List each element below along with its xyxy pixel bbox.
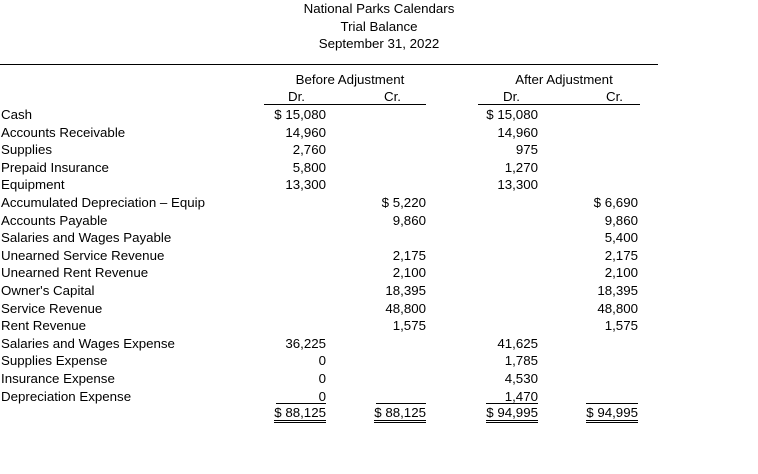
amount-after-dr: 1,470 <box>504 389 538 404</box>
amount-after-cr: $ 6,690 <box>593 195 638 210</box>
amount-before-dr: 13,300 <box>285 177 326 192</box>
account-name: Supplies <box>1 142 53 157</box>
amount-before-dr: 36,225 <box>285 336 326 351</box>
after-cr-total: $ 94,995 <box>558 406 638 419</box>
amount-before-dr: 0 <box>318 353 326 368</box>
amount-before-cr: 1,575 <box>392 318 426 333</box>
account-name: Salaries and Wages Payable <box>1 230 172 245</box>
account-name: Depreciation Expense <box>1 389 132 404</box>
company-name: National Parks Calendars <box>303 1 455 16</box>
header-divider <box>0 64 658 65</box>
amount-before-cr: 2,175 <box>392 248 426 263</box>
amount-before-cr: 18,395 <box>385 283 426 298</box>
after-heading-underline <box>478 104 640 105</box>
after-dr-heading: Dr. <box>503 89 520 104</box>
amount-before-dr: 0 <box>318 371 326 386</box>
amount-after-dr: 41,625 <box>497 336 538 351</box>
account-name: Prepaid Insurance <box>1 160 109 175</box>
amount-before-cr: 9,860 <box>392 213 426 228</box>
amount-after-cr: 1,575 <box>604 318 638 333</box>
amount-before-dr: $ 15,080 <box>274 107 326 122</box>
before-cr-total: $ 88,125 <box>346 406 426 419</box>
amount-after-cr: 2,175 <box>604 248 638 263</box>
amount-before-cr: 2,100 <box>392 265 426 280</box>
after-cr-heading: Cr. <box>606 89 623 104</box>
account-name: Unearned Service Revenue <box>1 248 165 263</box>
account-name: Accumulated Depreciation – Equip <box>1 195 206 210</box>
amount-before-cr: $ 5,220 <box>381 195 426 210</box>
amount-after-dr: 1,270 <box>504 160 538 175</box>
amount-after-cr: 48,800 <box>597 301 638 316</box>
amount-after-dr: 1,785 <box>504 353 538 368</box>
amount-before-dr: 5,800 <box>292 160 326 175</box>
account-name: Insurance Expense <box>1 371 115 386</box>
after-cr-total-rule <box>586 403 638 404</box>
amount-after-cr: 9,860 <box>604 213 638 228</box>
account-name: Salaries and Wages Expense <box>1 336 175 351</box>
before-dr-heading: Dr. <box>288 89 305 104</box>
amount-after-dr: 4,530 <box>504 371 538 386</box>
amount-after-dr: 14,960 <box>497 125 538 140</box>
amount-before-dr: 14,960 <box>285 125 326 140</box>
report-title: Trial Balance <box>340 19 418 34</box>
before-dr-total: $ 88,125 <box>246 406 326 419</box>
account-name: Service Revenue <box>1 301 103 316</box>
account-name: Accounts Receivable <box>1 125 126 140</box>
before-adjustment-heading: Before Adjustment <box>295 72 405 87</box>
amount-before-dr: 0 <box>318 389 326 404</box>
before-heading-underline <box>264 104 426 105</box>
account-name: Accounts Payable <box>1 213 108 228</box>
amount-after-cr: 2,100 <box>604 265 638 280</box>
account-name: Cash <box>1 107 33 122</box>
account-name: Unearned Rent Revenue <box>1 265 149 280</box>
after-dr-total-rule <box>486 403 538 404</box>
amount-after-dr: $ 15,080 <box>486 107 538 122</box>
amount-after-cr: 18,395 <box>597 283 638 298</box>
account-name: Supplies Expense <box>1 353 108 368</box>
account-name: Rent Revenue <box>1 318 87 333</box>
after-dr-total: $ 94,995 <box>458 406 538 419</box>
before-cr-total-rule <box>376 403 426 404</box>
amount-before-dr: 2,760 <box>292 142 326 157</box>
account-name: Equipment <box>1 177 65 192</box>
after-adjustment-heading: After Adjustment <box>515 72 613 87</box>
report-date: September 31, 2022 <box>318 36 440 51</box>
amount-after-dr: 975 <box>515 142 538 157</box>
amount-after-cr: 5,400 <box>604 230 638 245</box>
before-cr-heading: Cr. <box>384 89 401 104</box>
account-name: Owner's Capital <box>1 283 95 298</box>
amount-after-dr: 13,300 <box>497 177 538 192</box>
before-dr-total-rule <box>276 403 326 404</box>
amount-before-cr: 48,800 <box>385 301 426 316</box>
